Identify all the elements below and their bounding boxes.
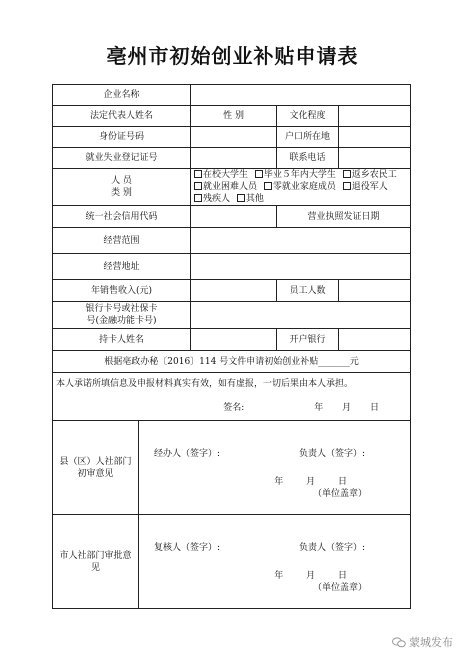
label-person-category-1: 人 员 bbox=[111, 176, 132, 186]
category-options bbox=[191, 169, 411, 206]
label-id-number: 身份证号码 bbox=[53, 127, 191, 148]
application-table bbox=[52, 84, 411, 609]
label-bank: 开户银行 bbox=[277, 329, 339, 351]
label-bank-card-1: 银行卡号或社保卡 bbox=[85, 304, 158, 314]
row-person-category bbox=[53, 169, 411, 206]
label-cardholder: 持卡人姓名 bbox=[53, 329, 191, 351]
wechat-icon bbox=[392, 637, 406, 648]
label-bank-card-2: 号(金融功能卡号) bbox=[86, 316, 157, 326]
pledge-cell bbox=[53, 373, 411, 421]
label-employment-cert: 就业失业登记证号 bbox=[53, 148, 191, 169]
label-phone: 联系电话 bbox=[277, 148, 339, 169]
row-id-number bbox=[53, 127, 411, 148]
row-business-scope bbox=[53, 228, 411, 254]
field-employment-cert[interactable] bbox=[191, 148, 277, 169]
field-phone[interactable] bbox=[339, 148, 411, 169]
checkbox-icon bbox=[194, 182, 202, 190]
field-bank[interactable] bbox=[339, 329, 411, 351]
checkbox-icon bbox=[237, 194, 245, 202]
row-revenue bbox=[53, 280, 411, 302]
checkbox-icon bbox=[264, 182, 272, 190]
field-business-address[interactable] bbox=[191, 254, 411, 280]
county-seal-label: （单位盖章） bbox=[313, 488, 368, 499]
pledge-date-label: 年 月 日 bbox=[314, 403, 388, 413]
category-option[interactable]: 就业困难人员 bbox=[194, 181, 257, 193]
label-county-review: 县（区）人社部门初审意见 bbox=[53, 421, 139, 515]
label-gender: 性 别 bbox=[191, 106, 277, 127]
label-city-review: 市人社部门审批意见 bbox=[53, 515, 139, 609]
label-bank-card bbox=[53, 302, 191, 329]
watermark bbox=[392, 634, 453, 650]
row-company-name bbox=[53, 85, 411, 106]
category-option[interactable]: 残疾人 bbox=[194, 193, 230, 205]
category-option[interactable]: 毕业５年内大学生 bbox=[255, 169, 336, 181]
label-business-scope: 经营范围 bbox=[53, 228, 191, 254]
label-license-date: 营业执照发证日期 bbox=[277, 206, 411, 228]
city-reviewer-label: 复核人（签字）: bbox=[154, 542, 221, 553]
checkbox-icon bbox=[194, 170, 202, 178]
label-legal-rep: 法定代表人姓名 bbox=[53, 106, 191, 127]
field-employee-count[interactable] bbox=[339, 280, 411, 302]
category-option[interactable]: 其他 bbox=[237, 193, 264, 205]
row-city-review bbox=[53, 515, 411, 609]
field-cardholder[interactable] bbox=[191, 329, 277, 351]
checkbox-icon bbox=[255, 170, 263, 178]
row-credit-code bbox=[53, 206, 411, 228]
label-annual-revenue: 年销售收入(元) bbox=[53, 280, 191, 302]
label-business-address: 经营地址 bbox=[53, 254, 191, 280]
row-employment-cert bbox=[53, 148, 411, 169]
field-bank-card[interactable] bbox=[191, 302, 411, 329]
field-business-scope[interactable] bbox=[191, 228, 411, 254]
sign-label: 签名: bbox=[223, 403, 245, 413]
county-date-label: 年 月 日 bbox=[274, 476, 358, 487]
county-handler-label: 经办人（签字）: bbox=[154, 448, 221, 459]
county-review-cell[interactable] bbox=[139, 421, 411, 515]
checkbox-icon bbox=[194, 194, 202, 202]
row-pledge bbox=[53, 373, 411, 421]
row-county-review bbox=[53, 421, 411, 515]
checkbox-icon bbox=[343, 182, 351, 190]
city-seal-label: （单位盖章） bbox=[313, 582, 368, 593]
field-company-name[interactable] bbox=[191, 85, 411, 106]
field-education[interactable] bbox=[339, 106, 411, 127]
county-responsible-label: 负责人（签字）: bbox=[298, 448, 366, 459]
city-date-label: 年 月 日 bbox=[274, 570, 358, 581]
city-responsible-label: 负责人（签字）: bbox=[298, 542, 366, 553]
category-option[interactable]: 零就业家庭成员 bbox=[264, 181, 336, 193]
row-bank-card bbox=[53, 302, 411, 329]
category-option[interactable]: 退役军人 bbox=[343, 181, 388, 193]
row-business-address bbox=[53, 254, 411, 280]
form-title: 亳州市初始创业补贴申请表 bbox=[106, 44, 359, 68]
row-legal-rep bbox=[53, 106, 411, 127]
category-option[interactable]: 在校大学生 bbox=[194, 169, 248, 181]
field-id-number[interactable] bbox=[191, 127, 277, 148]
field-hukou[interactable] bbox=[339, 127, 411, 148]
basis-text: 根据亳政办秘〔2016〕114 号文件申请初始创业补贴_______元 bbox=[53, 351, 411, 373]
label-employee-count: 员工人数 bbox=[277, 280, 339, 302]
pledge-text: 本人承诺所填信息及申报材料真实有效，如有虚报，一切后果由本人承担。 bbox=[56, 379, 354, 389]
label-person-category bbox=[53, 169, 191, 206]
row-basis bbox=[53, 351, 411, 373]
label-company-name: 企业名称 bbox=[53, 85, 191, 106]
watermark-text: 蒙城发布 bbox=[409, 636, 453, 649]
field-annual-revenue[interactable] bbox=[191, 280, 277, 302]
city-review-cell[interactable] bbox=[139, 515, 411, 609]
row-cardholder bbox=[53, 329, 411, 351]
label-credit-code: 统一社会信用代码 bbox=[53, 206, 191, 228]
label-hukou: 户口所在地 bbox=[277, 127, 339, 148]
checkbox-icon bbox=[343, 170, 351, 178]
label-education: 文化程度 bbox=[277, 106, 339, 127]
label-person-category-2: 类 别 bbox=[111, 188, 132, 198]
field-credit-code[interactable] bbox=[191, 206, 277, 228]
category-option[interactable]: 返乡农民工 bbox=[343, 169, 397, 181]
